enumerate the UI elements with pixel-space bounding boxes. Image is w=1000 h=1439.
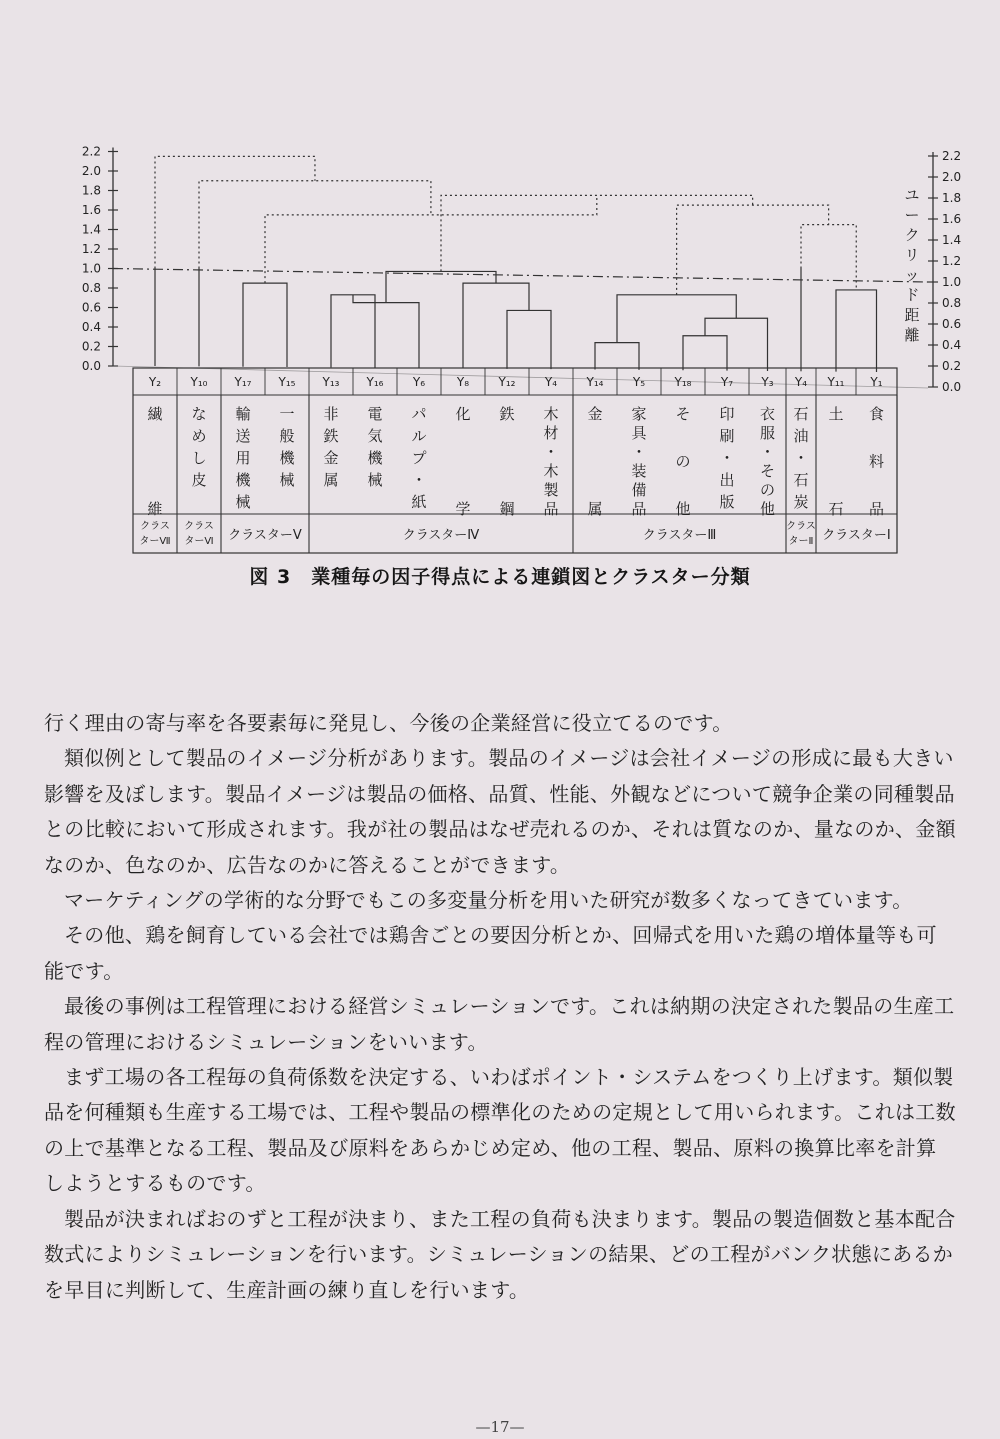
column-code-label: Y₇ [720,375,734,389]
column-name-char: 印 [719,405,735,423]
left-axis-tick-label: 2.2 [81,144,101,159]
column-code-label: Y₁₅ [278,375,296,389]
right-axis-label-char: ク [904,226,920,244]
cluster-label-line: クラス [140,521,170,532]
column-name-char: 機 [279,449,295,467]
column-name-char: の [759,481,776,499]
column-name-char: 出 [719,471,735,489]
left-axis-tick-label: 0.6 [81,300,101,315]
body-text [44,706,956,1308]
column-name-char: ・ [759,443,776,461]
paragraph: 最後の事例は工程管理における経営シミュレーションです。これは納期の決定された製品の生産工程の管理におけるシミュレーションをいいます。 [44,994,955,1054]
column-name-char: め [191,427,207,445]
column-code-label: Y₆ [412,375,426,389]
column-name-char: 他 [675,500,691,518]
cluster-label: クラスターⅢ [642,528,717,543]
column-name-char: 木 [543,462,559,480]
column-name-char: 送 [235,427,251,445]
column-name-char: 品 [868,500,885,518]
column-name-char: 油 [793,427,809,445]
right-axis-tick-label: 1.2 [942,254,962,268]
right-axis-tick-label: 1.4 [942,233,962,247]
column-code-label: Y₄ [794,375,808,389]
merge-line [243,283,287,367]
figure-caption: 図 3 業種毎の因子得点による連鎖図とクラスター分類 [249,566,751,588]
right-axis-tick-label: 0.6 [942,317,962,331]
column-code-label: Y₁₆ [366,375,384,389]
column-name-char: 機 [235,471,251,489]
right-axis-tick-label: 2.2 [942,149,962,163]
column-name-char: 服 [759,424,776,442]
right-axis-label-char: ユ [904,186,920,204]
column-name-char: 石 [793,471,809,489]
column-name-char: 衣 [759,405,776,423]
left-axis-tick-label: 1.2 [81,242,101,256]
column-name-char: 械 [235,493,251,511]
column-name-char: 材 [543,424,559,442]
column-code-label: Y₁₈ [674,375,692,389]
column-name-char: 食 [868,405,885,423]
column-name-char: 化 [455,405,471,423]
merge-line [353,295,419,368]
left-axis-tick-label: 0.8 [81,281,101,295]
merge-line-dotted [265,195,597,283]
column-name-char: 具 [631,424,647,442]
merge-line [836,290,877,372]
column-name-char: 属 [587,500,603,518]
column-name-char: 土 [828,405,844,423]
merge-line-dotted [441,195,753,271]
column-name-char: ル [411,427,427,445]
column-name-char: 品 [631,500,647,518]
left-axis-tick-label: 1.0 [81,261,101,276]
column-code-label: Y₁ [870,375,883,389]
column-name-char: 鋼 [499,500,515,518]
cluster-label: クラスターⅣ [402,528,480,543]
column-name-char: 家 [631,405,647,423]
column-code-label: Y₁₇ [234,375,252,389]
column-name-char: 石 [828,500,844,518]
column-name-char: パ [411,405,427,423]
column-name-char: 械 [367,471,383,489]
column-name-char: 版 [719,493,735,511]
column-name-char: 維 [147,500,163,518]
column-name-char: プ [411,449,427,467]
column-name-char: 刷 [719,427,735,445]
cluster-label: クラスターⅤ [228,528,302,543]
column-name-char: 料 [868,452,885,471]
paragraph: 行く理由の寄与率を各要素毎に発見し、今後の企業経営に役立てるのです。 [44,711,733,735]
column-name-char: 石 [793,405,809,423]
merge-line [595,343,639,370]
paragraph: 類似例として製品のイメージ分析があります。製品のイメージは会社イメージの形成に最も大きい影響を及ぼします。製品イメージは製品の価格、品質、性能、外観などについて競争企業の同種製品との比較において形成されます。我が社の製品はなぜ売れるのか、それは質なのか、量なのか、金額なのか、色なのか、広告なのかに答えることができます。 [44,746,956,877]
right-axis-label-char: ッ [904,266,920,284]
column-code-label: Y₁₀ [190,375,208,389]
right-axis-tick-label: 0.0 [942,380,962,394]
cluster-label-line: ターⅡ [788,536,814,547]
column-code-label: Y₈ [456,375,470,389]
cluster-label-line: ターⅥ [184,536,214,547]
paragraph: その他、鶏を飼育している会社では鶏舎ごとの要因分析とか、回帰式を用いた鶏の増体量等も可能です。 [44,923,937,983]
merge-line [683,336,727,371]
merge-line [507,310,551,369]
column-name-char: ・ [631,443,647,461]
column-name-char: 学 [455,500,471,518]
dendrogram-figure [0,0,1000,560]
right-axis-label-char: リ [904,246,920,264]
column-name-char: 製 [543,481,559,499]
cluster-label: クラスターⅠ [822,528,891,543]
merge-line [386,271,496,302]
right-axis-tick-label: 1.8 [942,191,962,205]
column-name-char: 品 [543,500,559,518]
column-name-char: 一 [279,405,295,423]
column-code-label: Y₁₄ [586,375,604,389]
column-name-char: 備 [631,481,647,499]
column-code-label: Y₅ [632,375,646,389]
cluster-label-line: ターⅦ [139,536,171,547]
dendrogram-chart [0,0,1000,560]
column-name-char: 繊 [147,405,163,423]
column-name-char: そ [759,462,776,480]
column-name-char: 木 [543,405,559,423]
merge-line [331,295,375,368]
merge-line-dotted [677,205,829,295]
column-name-char: ・ [411,471,427,489]
column-name-char: 金 [587,405,603,423]
column-code-label: Y₁₃ [322,375,340,389]
column-name-char: 電 [367,405,383,423]
cluster-label-line: クラス [786,521,816,532]
left-axis-tick-label: 0.0 [81,359,101,373]
column-name-char: 皮 [191,471,207,489]
column-code-label: Y₁₁ [827,375,845,389]
right-axis-label-char: 距 [904,306,920,324]
left-axis-tick-label: 0.2 [81,339,101,354]
column-name-char: の [675,452,691,471]
right-axis-tick-label: 0.2 [942,359,962,373]
right-axis-tick-label: 2.0 [942,170,962,184]
merge-line [463,283,529,368]
column-name-char: ・ [793,449,809,467]
column-name-char: 炭 [793,493,809,511]
column-name-char: 装 [631,462,647,480]
column-name-char: そ [675,405,691,423]
column-name-char: な [191,405,207,423]
right-axis-label-char: ー [904,206,920,224]
column-name-char: 輸 [235,405,251,423]
column-name-char: 紙 [411,493,427,511]
column-name-char: ・ [719,449,735,467]
column-name-char: 鉄 [499,405,515,423]
merge-line-dotted [155,156,315,268]
column-name-char: 属 [323,471,339,489]
paragraph: 製品が決まればおのずと工程が決まり、また工程の負荷も決まります。製品の製造個数と基本配合数式によりシミュレーションを行います。シミュレーションの結果、どの工程がバンク状態にあるかを早目に判断して、生産計画の練り直しを行います。 [44,1206,956,1302]
threshold-line [113,269,928,283]
column-code-label: Y₄ [544,375,558,389]
paragraph: マーケティングの学術的な分野でもこの多変量分析を用いた研究が数多くなってきています。 [64,888,913,913]
column-name-char: 鉄 [323,427,339,445]
right-axis-label-char: 離 [904,326,920,344]
right-axis-tick-label: 0.8 [942,296,962,310]
merge-line [705,318,768,371]
left-axis-tick-label: 0.4 [81,320,101,334]
column-code-label: Y₂ [148,375,162,389]
column-code-label: Y₁₂ [498,375,516,389]
left-axis-tick-label: 2.0 [81,164,101,178]
column-name-char: ・ [543,443,559,461]
merge-line-dotted [199,181,431,269]
right-axis-tick-label: 1.0 [942,275,962,289]
cluster-label-line: クラス [184,521,214,532]
left-axis-tick-label: 1.8 [81,183,101,198]
column-name-char: 用 [235,449,251,467]
column-name-char: 械 [279,471,295,489]
column-name-char: 機 [367,449,383,467]
column-name-char: 他 [759,500,776,518]
left-axis-tick-label: 1.4 [81,222,101,237]
column-name-char: 金 [323,449,339,467]
right-axis-tick-label: 1.6 [942,212,962,226]
right-axis-tick-label: 0.4 [942,338,962,352]
column-name-char: 般 [279,427,295,445]
right-axis-label-char: ド [904,286,920,304]
column-name-char: 気 [367,427,383,445]
paragraph: まず工場の各工程毎の負荷係数を決定する、いわばポイント・システムをつくり上げます。類似製品を何種類も生産する工場では、工程や製品の標準化のための定規として用いられます。これは工数の上で基準となる工程、製品及び原料をあらかじめ定め、他の工程、製品、原料の換算比率を計算しようとするものです。 [44,1065,956,1196]
column-name-char: 非 [323,405,339,423]
column-name-char: し [191,449,207,467]
column-code-label: Y₃ [761,375,774,389]
left-axis-tick-label: 1.6 [81,203,101,217]
page-number: —17— [475,1418,525,1436]
